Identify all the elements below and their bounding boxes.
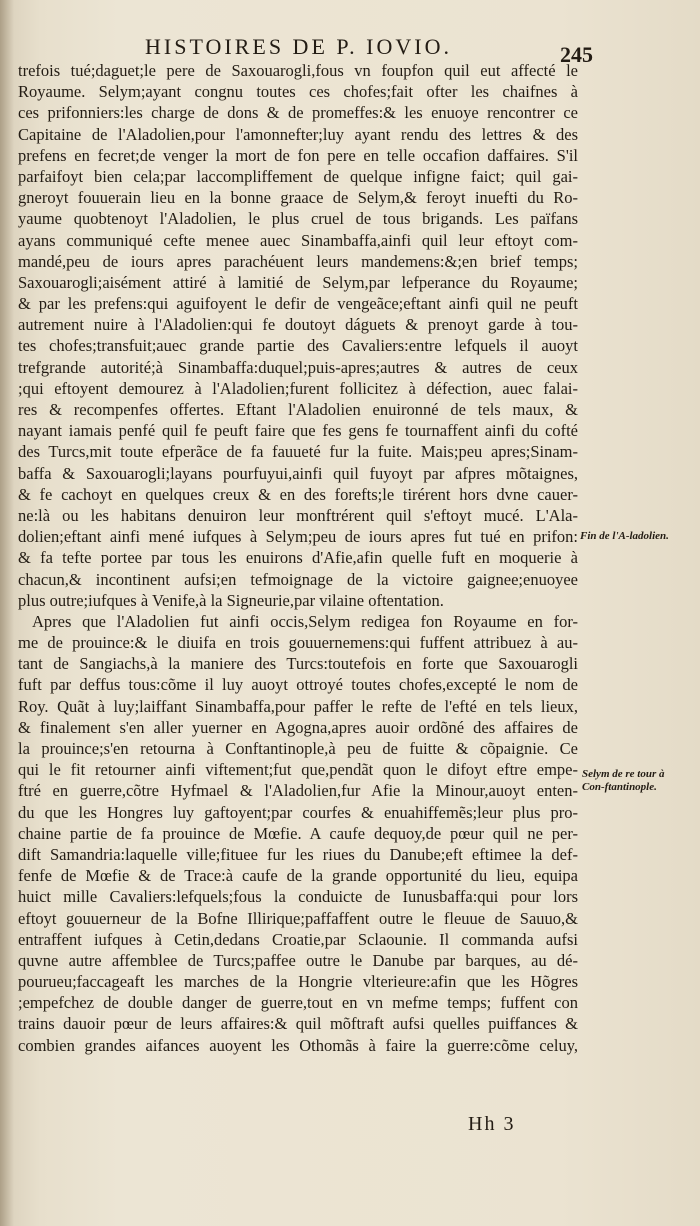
main-text-block bbox=[18, 60, 578, 1077]
text-line: du que les Hongres luy gaftoyent;par courfes & enuahiffemẽs;leur plus pro- bbox=[18, 802, 578, 822]
text-line: res & recompenfes offertes. Eftant l'Aladolien enuironné de tels maux, & bbox=[18, 400, 578, 419]
text-line: fenfe de Mœfie & de Trace:à caufe de la grande opportunité du lieu, equipa bbox=[18, 866, 578, 886]
text-line: chaine partie de fa prouince de Mœfie. A caufe dequoy,de pœur quil ne per- bbox=[18, 823, 578, 843]
text-line: trefois tué;daguet;le pere de Saxouarogli,fous vn foupfon quil eut affecté le bbox=[18, 61, 578, 80]
margin-note: Fin de l'A-ladolien. bbox=[580, 530, 669, 542]
text-line: plus outre;iufques à Venife,à la Signeurie,par vilaine oftentation. bbox=[18, 590, 444, 610]
text-line: qui le fit retourner ainfi viftement;fut que,pendãt quon le difoyt eftre empe- bbox=[18, 760, 578, 780]
text-line: Capitaine de l'Aladolien,pour l'amonnefter;luy ayant rendu des lettres & des bbox=[18, 124, 578, 144]
text-line: baffa & Saxouarogli;layans pourfuyui,ainfi quil fuyoyt par afpres mõtaignes, bbox=[18, 463, 578, 483]
text-line: ;empefchez de double danger de guerre,tout en vn mefme temps; fuffent con bbox=[18, 993, 578, 1013]
text-line: tes chofes;transfuit;auec grande partie des Cavaliers:entre lefquels il auoyt bbox=[18, 336, 578, 356]
text-line: ;qui eftoyent demourez à l'Aladolien;furent follicitez à défection, auec falai- bbox=[18, 378, 578, 398]
text-line: ces prifonniers:les charge de dons & de promeffes:& les enuoye rencontrer ce bbox=[18, 103, 578, 123]
text-line: & fe cachoyt en quelques creux & en des forefts;le tirérent hors dvne cauer- bbox=[18, 484, 578, 504]
text-line: yaume quobtenoyt l'Aladolien, le plus cruel de tous brigands. Les païfans bbox=[18, 209, 578, 229]
text-line: entraffent iufques à Cetin,dedans Croatie,par Sclaounie. Il commanda aufsi bbox=[18, 929, 578, 949]
text-line: mandé,peu de iours apres parachéuent leurs mandemens:&;en brief temps; bbox=[18, 251, 578, 271]
text-line: Apres que l'Aladolien fut ainfi occis,Selym redigea fon Royaume en for- bbox=[32, 611, 578, 631]
text-line: eftoyt gouuerneur de la Bofne Illirique;paffaffent outre le fleuue de Sauuo,& bbox=[18, 908, 578, 928]
text-line: autrement nuire à l'Aladolien:qui fe doutoyt dáguets & prenoyt garde à tou- bbox=[18, 315, 578, 335]
margin-note: Selym de re tour à Con-ftantinople. bbox=[582, 768, 665, 793]
text-line: dolien;eftant ainfi mené iufques à Selym;peu de iours apres fut tué en prifon: bbox=[18, 527, 578, 547]
text-line: huict mille Cavaliers:lefquels;fous la conduicte de Iunusbaffa:qui pour lors bbox=[18, 887, 578, 907]
text-line: & fa tefte portee par tous les enuirons d'Afie,afin quelle fuft en moquerie à bbox=[18, 548, 578, 568]
text-line: ayans communiqué cefte menee auec Sinambaffa,ainfi quil leur eftoyt com- bbox=[18, 230, 578, 250]
text-line: me de prouince:& le diuifa en trois gouuernemens:qui fuffent attribuez à au- bbox=[18, 633, 578, 653]
text-line: nayant iamais penfé quil fe peuft faire que fes gens fe tournaffent ainfi du cofté bbox=[18, 421, 578, 441]
text-line: ne:là ou les habitans denuiron leur monftrérent quil s'eftoyt mucé. L'Ala- bbox=[18, 505, 578, 525]
text-line: Saxouarogli;aisément attiré à lamitié de Selym,par lefperance du Royaume; bbox=[18, 272, 578, 292]
text-line: trains dauoir pœur de leurs affaires:& quil mõftraft aufsi quelles puiffances & bbox=[18, 1014, 578, 1034]
text-line: parfaifoyt bien cela;par laccompliffement de quelque infigne faict; quil gai- bbox=[18, 166, 578, 186]
signature-mark: Hh 3 bbox=[468, 1113, 516, 1135]
text-line: Royaume. Selym;ayant congnu toutes ces chofes;fait ofter les chaifnes à bbox=[18, 82, 578, 102]
text-line: trefgrande autorité;à Sinambaffa:duquel;puis-apres;autres & autres de ceux bbox=[18, 357, 578, 377]
text-line: & par les prefens:qui aguifoyent le defir de vengeãce;eftant ainfi quil ne peuft bbox=[18, 294, 578, 314]
text-line: des Turcs,mit toute efperãce de fa fauueté fur la fuite. Mais;peu apres;Sinam- bbox=[18, 442, 578, 462]
text-line: dift Samandria:laquelle ville;fituee fur les riues du Danube;eft eftimee la def- bbox=[18, 844, 578, 864]
running-title: HISTOIRES DE P. IOVIO. bbox=[145, 34, 452, 59]
text-line: tant de Sangiachs,à la maniere des Turcs:toutefois en forte que Saxouarogli bbox=[18, 654, 578, 674]
text-line: & finalement s'en aller yuerner en Agogna,apres auoir ordõné des affaires de bbox=[18, 717, 578, 737]
text-line: ftré en guerre,cõtre Hyfmael & l'Aladolien,fur Afie la Minour,auoyt enten- bbox=[18, 781, 578, 801]
text-line: prefens en fecret;de venger la mort de fon pere en telle occafion daffaires. S'il bbox=[18, 145, 578, 165]
text-line: gneroyt fouuerain lieu en la bonne graace de Selym,& feroyt inuefti du Ro- bbox=[18, 188, 578, 208]
text-line: combien grandes aifances auoyent les Othomãs à faire la guerre:cõme celuy, bbox=[18, 1035, 578, 1055]
text-line: Roy. Quãt à luy;laiffant Sinambaffa,pour paffer le refte de l'efté en tels lieux, bbox=[18, 696, 578, 716]
text-line bbox=[18, 1056, 578, 1077]
text-line: la prouince;s'en retourna à Conftantinople,à peu de fuitte & cõpaignie. Ce bbox=[18, 739, 578, 758]
text-line: quvne autre affemblee de Turcs;paffee outre le Danube par barques, au dé- bbox=[18, 950, 578, 970]
text-line: pourueu;faccageaft les marches de la Hongrie vlterieure:afin que les Hõgres bbox=[18, 972, 578, 992]
gutter-shadow bbox=[0, 0, 14, 1226]
page-number: 245 bbox=[560, 42, 593, 67]
text-line: fuft par deffus tous:cõme il luy auoyt ottroyé toutes chofes,excepté le nom de bbox=[18, 675, 578, 695]
text-line: chacun,& incontinent aufsi;en tefmoignage de la victoire gaignee;enuoyee bbox=[18, 569, 578, 589]
